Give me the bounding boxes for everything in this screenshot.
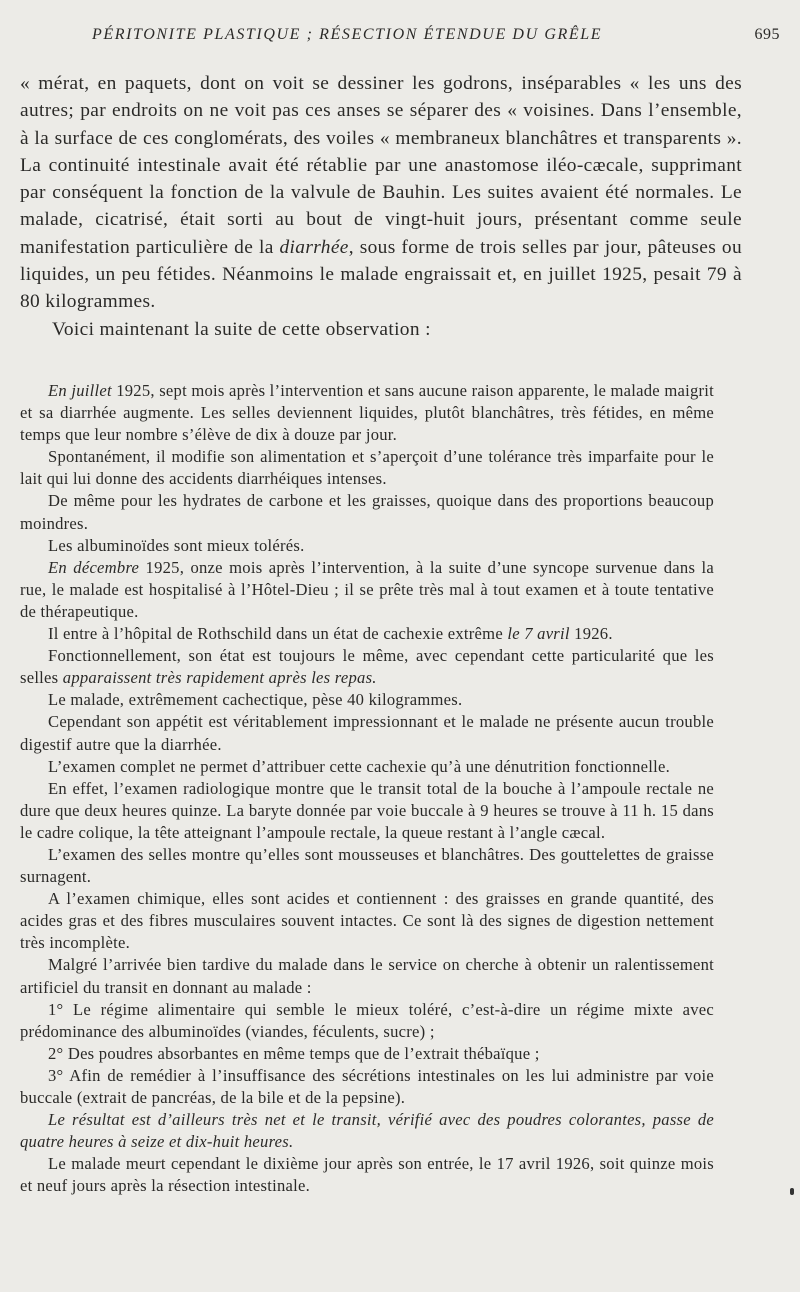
list-item: 2° Des poudres absorbantes en même temps que de l’extrait thébaïque ;	[48, 1043, 540, 1063]
paragraph: Le malade meurt cependant le dixième jour après son entrée, le 17 avril 1926, soit quinze mois et neuf jours après la résection intestinale.	[20, 1154, 714, 1196]
paragraph: En effet, l’examen radiologique montre que le transit total de la bouche à l’ampoule rectale ne dure que deux heures quinze. La baryte donnée par voie buccale à 9 heures se trouve à 11 h. 15 dans le cadre colique, la tête atteignant l’ampoule rectale, la queue restant à l’angle cæcal.	[20, 778, 714, 842]
observation-text	[20, 380, 714, 1197]
paragraph: Voici maintenant la suite de cette observation :	[52, 318, 431, 340]
page-header	[20, 26, 780, 52]
paragraph: En juillet 1925, sept mois après l’intervention et sans aucune raison apparente, le malade maigrit et sa diarrhée augmente. Les selles deviennent liquides, plutôt blanchâtres, très fétides, en même temps que leur nombre s’élève de dix à douze par jour.	[20, 381, 715, 445]
italic-date: le 7 avril	[507, 624, 570, 644]
paragraph: A l’examen chimique, elles sont acides et contiennent : des graisses en grande quantité, des acides gras et des fibres musculaires souvent intactes. Ce sont là des signes de digestion nettement très incomplète.	[20, 889, 714, 953]
paragraph: Il entre à l’hôpital de Rothschild dans un état de cachexie extrême le 7 avril 1926.	[48, 624, 613, 644]
italic-paragraph: Le résultat est d’ailleurs très net et le transit, vérifié avec des poudres colorantes, passe de quatre heures à seize et dix-huit heures.	[20, 1110, 714, 1152]
page-number: 695	[754, 26, 780, 43]
paragraph: « mérat, en paquets, dont on voit se dessiner les godrons, inséparables « les uns des autres; par endroits on ne voit pas ces anses se séparer des « voisines. Dans l’ensemble, à la surface de ces conglomérats, des voiles « membraneux blanchâtres et transparents ». La continuité intestinale avait été rétablie par une anastomose iléo-cæcale, supprimant par conséquent la fonction de la valvule de Bauhin. Les suites avaient été normales. Le malade, cicatrisé, était sorti au bout de vingt-huit jours, présentant comme seule manifestation particulière de la diarrhée, sous forme de trois selles par jour, pâteuses ou liquides, un peu fétides. Néanmoins le malade engraissait et, en juillet 1925, pesait 79 à 80 kilogrammes.	[20, 73, 742, 313]
quoted-case-summary	[20, 70, 742, 343]
paragraph: Spontanément, il modifie son alimentation et s’aperçoit d’une tolérance très imparfaite pour le lait qui lui donne des accidents diarrhéiques intenses.	[20, 447, 714, 489]
italic-term: diarrhée	[279, 236, 349, 258]
running-title: PÉRITONITE PLASTIQUE ; RÉSECTION ÉTENDUE DU GRÊLE	[92, 26, 603, 43]
paragraph: L’examen complet ne permet d’attribuer cette cachexie qu’à une dénutrition fonctionnelle.	[48, 756, 670, 776]
paragraph: Malgré l’arrivée bien tardive du malade dans le service on cherche à obtenir un ralentissement artificiel du transit en donnant au malade :	[20, 955, 714, 997]
paragraph: De même pour les hydrates de carbone et les graisses, quoique dans des proportions beaucoup moindres.	[20, 491, 714, 533]
list-item: 3° Afin de remédier à l’insuffisance des sécrétions intestinales on les lui administre par voie buccale (extrait de pancréas, de la bile et de la pepsine).	[20, 1065, 714, 1107]
list-item: 1° Le régime alimentaire qui semble le mieux toléré, c’est-à-dire un régime mixte avec prédominance des albuminoïdes (viandes, féculents, sucre) ;	[20, 999, 714, 1041]
italic-phrase: apparaissent très rapidement après les repas.	[62, 668, 377, 688]
italic-date: En juillet	[48, 381, 112, 400]
paragraph: Les albuminoïdes sont mieux tolérés.	[48, 535, 305, 555]
paragraph: Fonctionnellement, son état est toujours le même, avec cependant cette particularité que les selles apparaissent très rapidement après les repas.	[20, 646, 714, 688]
paragraph: L’examen des selles montre qu’elles sont mousseuses et blanchâtres. Des gouttelettes de graisse surnagent.	[20, 844, 714, 887]
paragraph: Le malade, extrêmement cachectique, pèse 40 kilogrammes.	[48, 690, 463, 710]
paragraph: En décembre 1925, onze mois après l’intervention, à la suite d’une syncope survenue dans la rue, le malade est hospitalisé à l’Hôtel-Dieu ; il se prête très mal à tout examen et à toute tentative de thérapeutique.	[20, 557, 715, 621]
paragraph: Cependant son appétit est véritablement impressionnant et le malade ne présente aucun trouble digestif autre que la diarrhée.	[20, 712, 714, 754]
italic-date: En décembre	[48, 557, 140, 577]
ink-speck	[790, 1188, 794, 1195]
